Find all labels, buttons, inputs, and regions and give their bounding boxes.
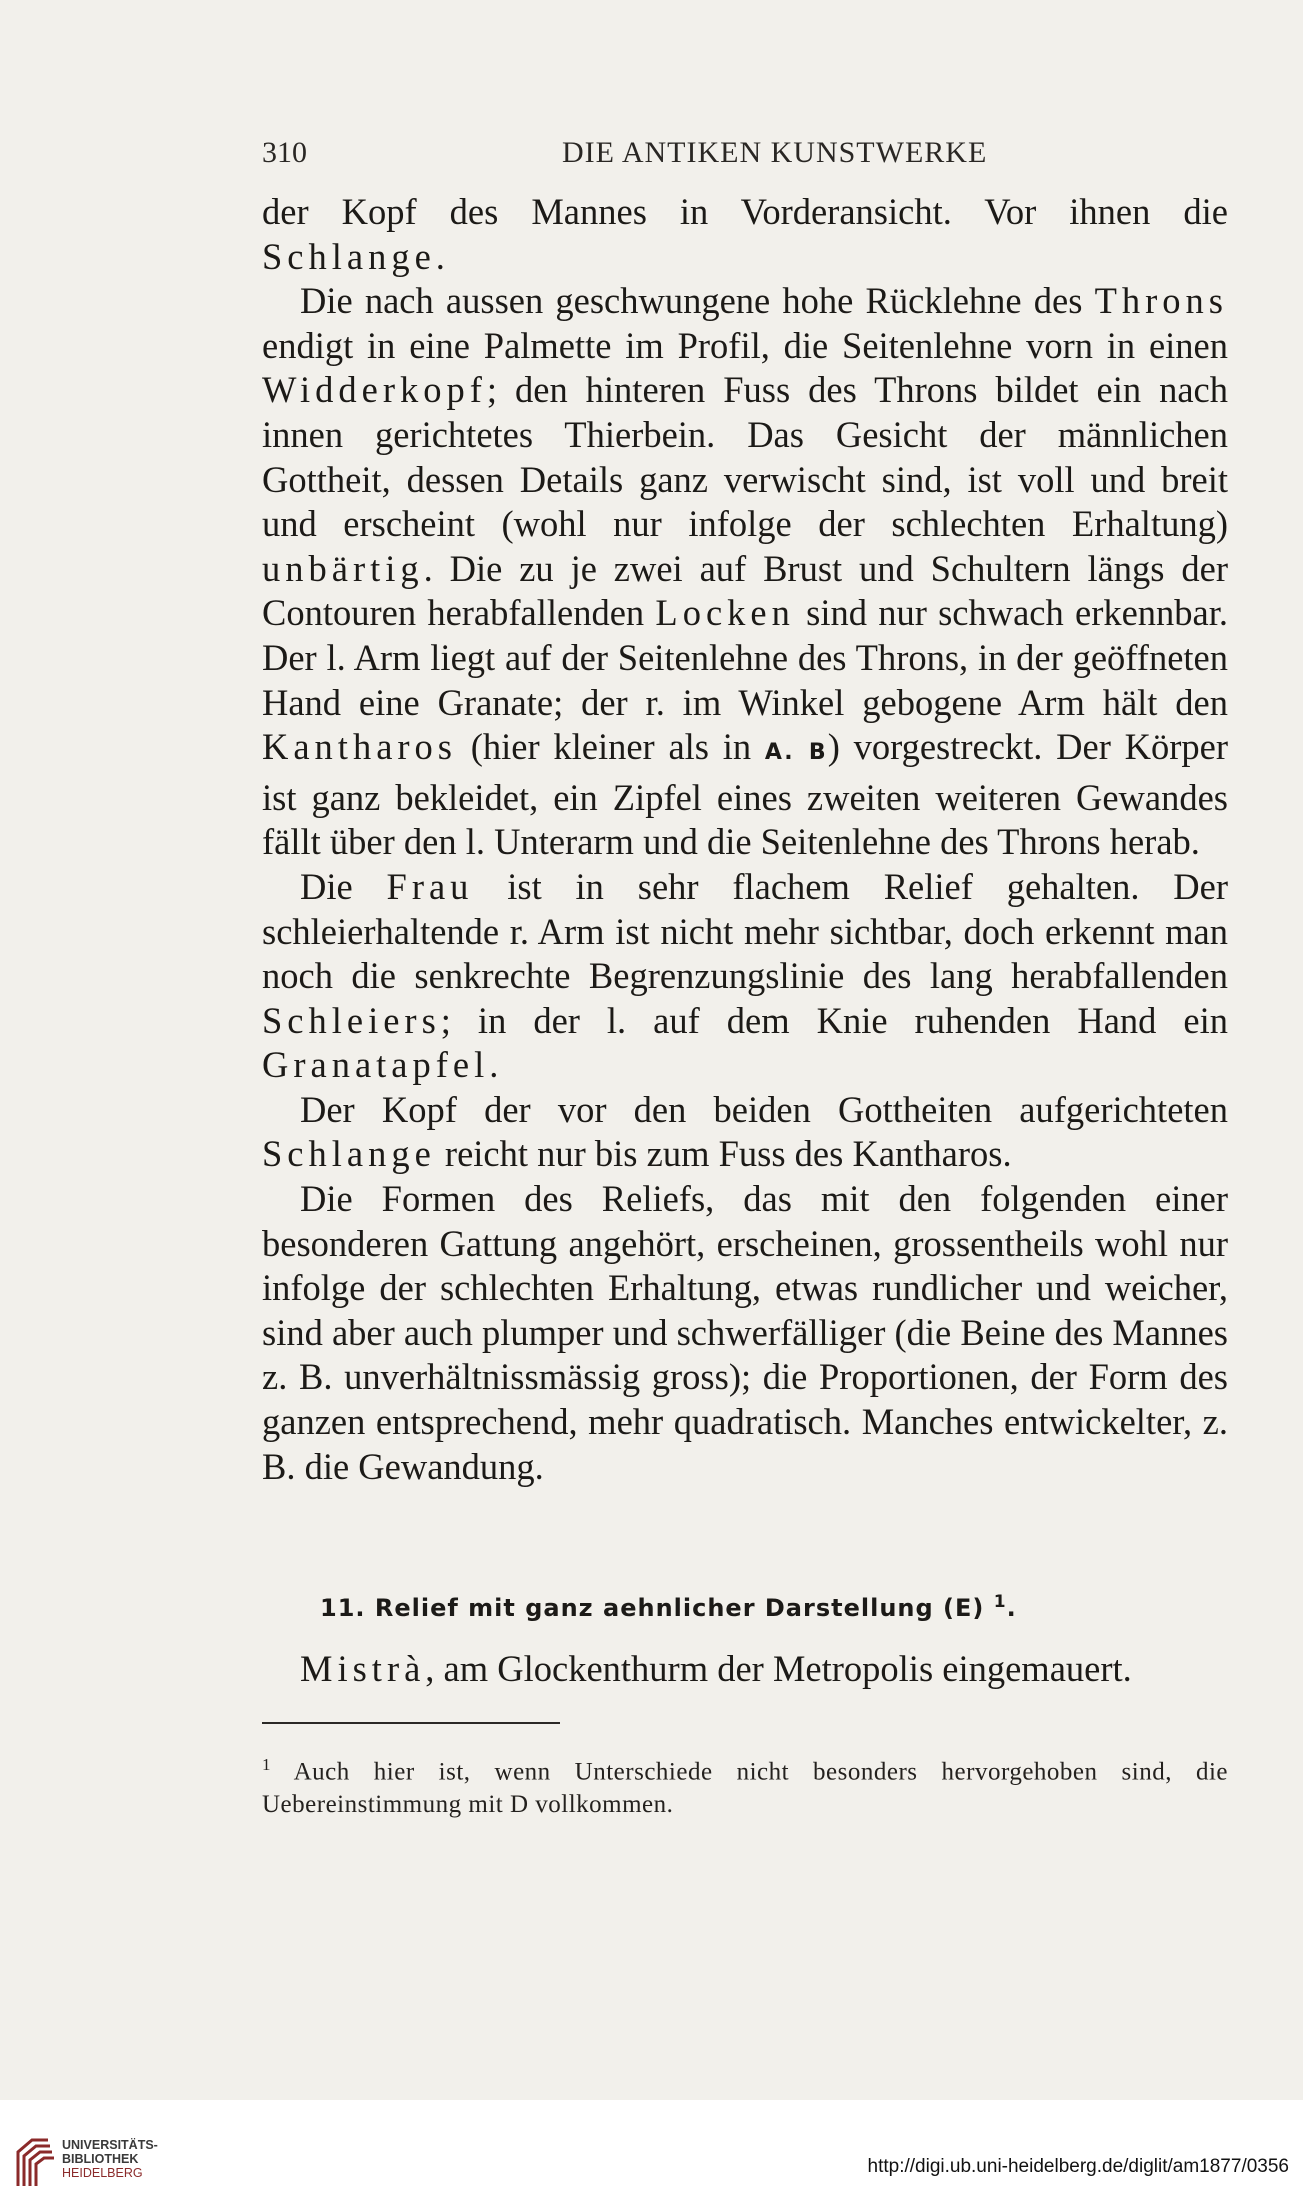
spaced-term: Granatapfel	[262, 1044, 490, 1086]
spaced-term: Throns	[1094, 280, 1228, 322]
spaced-term: Locken	[655, 592, 795, 634]
viewer-footer	[0, 2100, 1303, 2205]
spaced-term: unbärtig	[262, 547, 424, 589]
spaced-term: Schlange	[262, 235, 436, 277]
spaced-term: Frau	[386, 865, 474, 907]
spaced-term: Mistrà	[300, 1648, 426, 1689]
spaced-term: Schleiers	[262, 999, 441, 1041]
paragraph-5: Die Formen des Reliefs, das mit den folgenden einer besonderen Gattung angehört, erscheinen, grossentheils wohl nur infolge der schlechten Erhaltung, etwas rundlicher und weicher, sind aber auch plumper und schwerfälliger (die Beine des Mannes z. B. unverhältnissmässig gross); die Proportionen, der Form des ganzen entsprechend, mehr quadratisch. Manches entwickelter, z. B. die Gewandung.	[262, 1178, 1228, 1487]
library-logo-icon	[12, 2130, 56, 2190]
body-text	[262, 190, 1228, 1489]
library-logo-text: UNIVERSITÄTS- BIBLIOTHEK HEIDELBERG	[62, 2138, 158, 2180]
spaced-term: Schlange	[262, 1133, 436, 1175]
footnote-divider	[262, 1722, 560, 1724]
footnote-reference: 1	[993, 1592, 1007, 1612]
library-logo[interactable]	[12, 2130, 187, 2190]
page-number: 310	[262, 136, 307, 169]
running-head: DIE ANTIKEN KUNSTWERKE	[562, 136, 988, 169]
footnote	[262, 1748, 1228, 1821]
page-header	[262, 136, 1247, 172]
paragraph-1: der Kopf des Mannes in Vorderansicht. Vor ihnen die Schlange.	[262, 191, 1228, 277]
section-heading: 11. Relief mit ganz aehnlicher Darstellung (E) $^1$.	[320, 1592, 1017, 1622]
location-line: Mistrà, am Glockenthurm der Metropolis eingemauert.	[300, 1648, 1132, 1689]
footnote-mark: 1	[262, 1755, 271, 1774]
footnote-text: Auch hier ist, wenn Unterschiede nicht besonders hervorgehoben sind, die Uebereinstimmung mit D vollkommen.	[262, 1758, 1228, 1819]
spaced-term: Widderkopf	[262, 369, 487, 411]
source-url-link[interactable]: http://digi.ub.uni-heidelberg.de/diglit/am1877/0356	[867, 2156, 1289, 2177]
paragraph-4: Der Kopf der vor den beiden Gottheiten aufgerichteten Schlange reicht nur bis zum Fuss des Kantharos.	[262, 1088, 1228, 1175]
paragraph-3: Die Frau ist in sehr flachem Relief gehalten. Der schleierhaltende r. Arm ist nicht mehr sichtbar, doch erkennt man noch die senkrechte Begrenzungslinie des lang herabfallenden Schleiers; in der l. auf dem Knie ruhenden Hand ein Granatapfel.	[262, 865, 1228, 1086]
spaced-term: Kantharos	[262, 726, 458, 768]
siglum: A. B	[764, 740, 828, 766]
paragraph-2: Die nach aussen geschwungene hohe Rücklehne des Throns endigt in eine Palmette im Profil, die Seitenlehne vorn in einen Widderkopf; den hinteren Fuss des Throns bildet ein nach innen gerichtetes Thierbein. Das Gesicht der männlichen Gottheit, dessen Details ganz verwischt sind, ist voll und breit und erscheint (wohl nur infolge der schlechten Erhaltung) unbärtig. Die zu je zwei auf Brust und Schultern längs der Contouren herabfallenden Locken sind nur schwach erkennbar. Der l. Arm liegt auf der Seitenlehne des Throns, in der geöffneten Hand eine Granate; der r. im Winkel gebogene Arm hält den Kantharos (hier kleiner als in A. B) vorgestreckt. Der Körper ist ganz bekleidet, ein Zipfel eines zweiten weiteren Gewandes fällt über den l. Unterarm und die Seitenlehne des Throns herab.	[262, 280, 1229, 863]
